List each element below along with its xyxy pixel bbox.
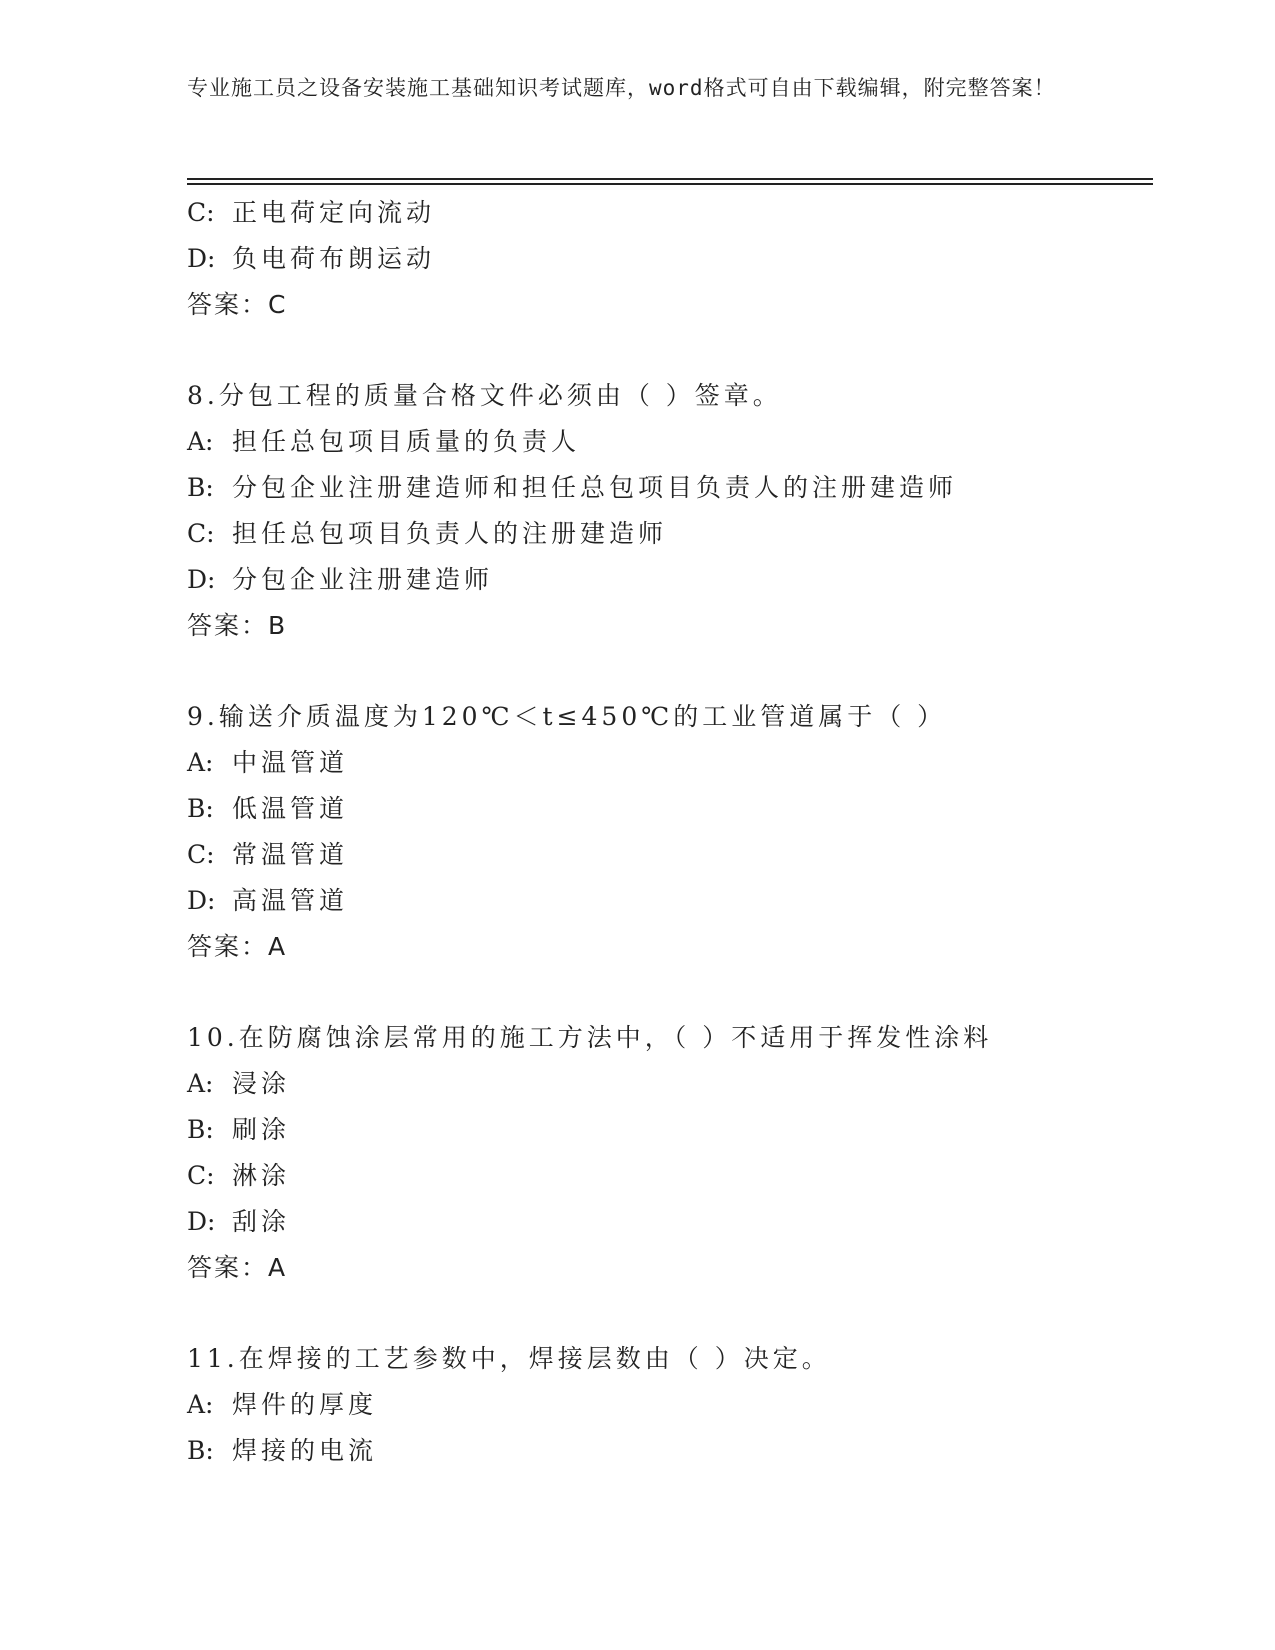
option-text: 分包企业注册建造师 [232, 565, 494, 594]
question-stem: 8.分包工程的质量合格文件必须由（ ）签章。 [187, 381, 782, 410]
answer-line: 答案：A [187, 932, 288, 961]
spacer [187, 328, 1167, 373]
option-key: D: [187, 565, 216, 594]
option-key: D: [187, 1207, 216, 1236]
question-list [187, 190, 1167, 1474]
option-line [187, 1199, 1167, 1245]
option-text: 刮涂 [232, 1207, 291, 1236]
option-text: 中温管道 [232, 748, 349, 777]
option-key: A: [187, 427, 214, 456]
option-text: 刷涂 [232, 1115, 291, 1144]
question-stem: 11.在焊接的工艺参数中，焊接层数由（ ）决定。 [187, 1344, 831, 1373]
option-key: C: [187, 198, 215, 227]
option-line [187, 878, 1167, 924]
page-header: 专业施工员之设备安装施工基础知识考试题库，word格式可自由下载编辑，附完整答案！ [187, 76, 1056, 100]
spacer [187, 1291, 1167, 1336]
option-text: 淋涂 [232, 1161, 291, 1190]
option-line [187, 1061, 1167, 1107]
question-stem: 10.在防腐蚀涂层常用的施工方法中，（ ）不适用于挥发性涂料 [187, 1023, 993, 1052]
header-rule-bottom [187, 183, 1153, 185]
option-line [187, 190, 1167, 236]
spacer [187, 970, 1167, 1015]
option-text: 常温管道 [232, 840, 349, 869]
option-line [187, 236, 1167, 282]
option-text: 分包企业注册建造师和担任总包项目负责人的注册建造师 [232, 473, 958, 502]
option-key: C: [187, 519, 215, 548]
option-line [187, 557, 1167, 603]
option-line [187, 1428, 1167, 1474]
option-key: A: [187, 748, 214, 777]
option-line [187, 419, 1167, 465]
option-text: 浸涂 [232, 1069, 291, 1098]
question-stem: 9.输送介质温度为120℃＜t≤450℃的工业管道属于（ ） [187, 702, 947, 731]
spacer [187, 649, 1167, 694]
option-text: 担任总包项目负责人的注册建造师 [232, 519, 668, 548]
option-key: D: [187, 244, 216, 273]
option-key: C: [187, 840, 215, 869]
option-text: 焊件的厚度 [232, 1390, 378, 1419]
option-text: 正电荷定向流动 [232, 198, 436, 227]
header-rule-top [187, 178, 1153, 180]
option-key: B: [187, 1115, 214, 1144]
option-key: B: [187, 473, 214, 502]
option-line [187, 465, 1167, 511]
option-key: B: [187, 1436, 214, 1465]
option-line [187, 1107, 1167, 1153]
option-text: 焊接的电流 [232, 1436, 378, 1465]
answer-line: 答案：B [187, 611, 288, 640]
option-line [187, 740, 1167, 786]
option-key: C: [187, 1161, 215, 1190]
option-text: 高温管道 [232, 886, 349, 915]
option-key: A: [187, 1069, 214, 1098]
option-line [187, 511, 1167, 557]
option-text: 低温管道 [232, 794, 349, 823]
option-line [187, 1382, 1167, 1428]
option-text: 负电荷布朗运动 [232, 244, 436, 273]
answer-line: 答案：A [187, 1253, 288, 1282]
answer-line: 答案：C [187, 290, 288, 319]
option-key: A: [187, 1390, 214, 1419]
option-text: 担任总包项目质量的负责人 [232, 427, 581, 456]
option-line [187, 1153, 1167, 1199]
option-key: B: [187, 794, 214, 823]
option-line [187, 832, 1167, 878]
option-line [187, 786, 1167, 832]
option-key: D: [187, 886, 216, 915]
